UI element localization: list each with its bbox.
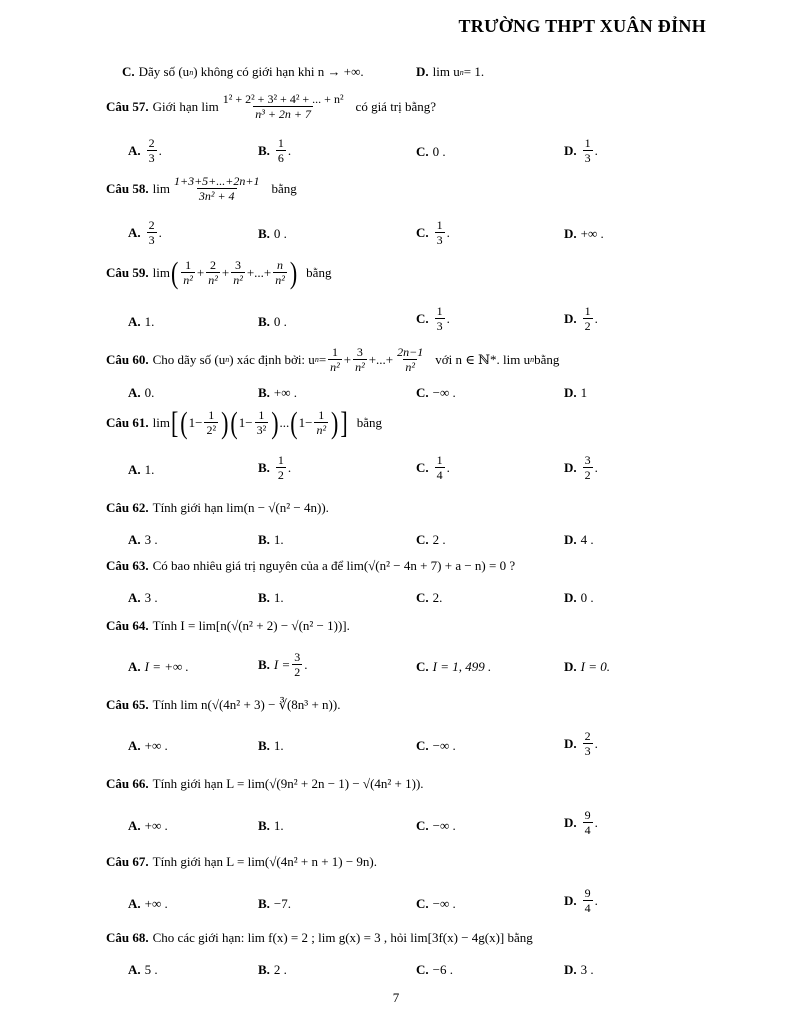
- q60-option-a: A. 0.: [128, 385, 155, 400]
- q63-option-b: B. 1.: [258, 590, 284, 605]
- q58-option-d: D. +∞ .: [564, 226, 604, 241]
- q61-option-b: B. $\frac{1}{2}$ .: [258, 453, 292, 482]
- q61-option-c: C. $\frac{1}{4}$ .: [416, 453, 450, 482]
- q62-option-d: D. 4 .: [564, 532, 594, 547]
- school-header: TRƯỜNG THPT XUÂN ĐỈNH: [458, 16, 706, 36]
- q65-option-b: B. 1.: [258, 738, 284, 753]
- q67-option-b: B. −7.: [258, 896, 292, 911]
- q57-option-b: B. $\frac{1}{6}$ .: [258, 136, 292, 165]
- q57-option-d: D. $\frac{1}{3}$ .: [564, 136, 598, 165]
- q62-option-a: A. 3 .: [128, 532, 158, 547]
- question-61: Câu 61. lim [ ( 1− $\frac{1}{\text{2²}}$ ) ( 1− $\frac{1}{\text{3²}}$ ) ... ( 1− $\frac{1}{\text{n²}}$ ) ] bằng: [106, 404, 382, 440]
- q67-option-c: C. −∞ .: [416, 896, 456, 911]
- question-58: Câu 58. lim $\frac{1+3+5+...+2n+1}{\text{3n² + 4}}$ bằng: [106, 174, 297, 203]
- q58-option-b: B. 0 .: [258, 226, 287, 241]
- q59-option-a: A. 1.: [128, 314, 155, 329]
- q59-option-c: C. $\frac{1}{3}$ .: [416, 304, 450, 333]
- q63-option-a: A. 3 .: [128, 590, 158, 605]
- q60-option-d: D. 1: [564, 385, 588, 400]
- question-60: Câu 60. Cho dãy số (u n ) xác định bởi: u n = $\frac{1}{\text{n²}}$ + $\frac{3}{\text{n²}}$ +...+ $\frac{2n-1}{\text{n²}}$ với n ∈ ℕ*. lim u n bằng: [106, 345, 560, 374]
- q66-option-a: A. +∞ .: [128, 818, 168, 833]
- q58-option-c: C. $\frac{1}{3}$ .: [416, 218, 450, 247]
- question-65: Câu 65. Tính lim n(√(4n² + 3) − ∛(8n³ + n)).: [106, 697, 341, 712]
- q61-option-d: D. $\frac{3}{2}$ .: [564, 453, 598, 482]
- question-67: Câu 67. Tính giới hạn L = lim(√(4n² + n + 1) − 9n).: [106, 854, 378, 869]
- q65-option-a: A. +∞ .: [128, 738, 168, 753]
- q64-option-c: C. I = 1, 499 .: [416, 659, 492, 674]
- q65-option-d: D. $\frac{2}{3}$ .: [564, 729, 598, 758]
- q57-option-a: A. $\frac{2}{3}$ .: [128, 136, 162, 165]
- question-66: Câu 66. Tính giới hạn L = lim(√(9n² + 2n − 1) − √(4n² + 1)).: [106, 776, 424, 791]
- q66-option-c: C. −∞ .: [416, 818, 456, 833]
- q66-option-b: B. 1.: [258, 818, 284, 833]
- q64-option-a: A. I = +∞ .: [128, 659, 189, 674]
- question-64: Câu 64. Tính I = lim[n(√(n² + 2) − √(n² − 1))].: [106, 618, 350, 633]
- q60-option-c: C. −∞ .: [416, 385, 456, 400]
- q57-option-c: C. 0 .: [416, 144, 446, 159]
- q63-option-d: D. 0 .: [564, 590, 594, 605]
- question-57: Câu 57. Giới hạn lim $\frac{\text{1² + 2² + 3² + 4² + ... + n²}}{\text{n³ + 2n + 7}}$ có giá trị bằng?: [106, 92, 437, 121]
- q68-option-c: C. −6 .: [416, 962, 453, 977]
- question-62: Câu 62. Tính giới hạn lim(n − √(n² − 4n)).: [106, 500, 329, 515]
- q59-option-d: D. $\frac{1}{2}$ .: [564, 304, 598, 333]
- q61-option-a: A. 1.: [128, 462, 155, 477]
- q68-option-a: A. 5 .: [128, 962, 158, 977]
- q59-option-b: B. 0 .: [258, 314, 287, 329]
- q58-option-a: A. $\frac{2}{3}$ .: [128, 218, 162, 247]
- q62-option-b: B. 1.: [258, 532, 284, 547]
- page-number: 7: [392, 990, 400, 1005]
- q60-option-b: B. +∞ .: [258, 385, 298, 400]
- question-68: Câu 68. Cho các giới hạn: lim f(x) = 2 ; lim g(x) = 3 , hỏi lim[3f(x) − 4g(x)] bằng: [106, 930, 533, 945]
- q63-option-c: C. 2.: [416, 590, 443, 605]
- q64-option-b: B. I = $\frac{3}{2}$ .: [258, 650, 308, 679]
- q62-option-c: C. 2 .: [416, 532, 446, 547]
- prev-option-c: C. Dãy số (u n ) không có giới hạn khi n → +∞.: [122, 64, 364, 79]
- q65-option-c: C. −∞ .: [416, 738, 456, 753]
- q67-option-d: D. $\frac{9}{4}$ .: [564, 886, 598, 915]
- question-59: Câu 59. lim ( $\frac{1}{\text{n²}}$ + $\frac{2}{\text{n²}}$ + $\frac{3}{\text{n²}}$ +...+ $\frac{n}{\text{n²}}$ ) bằng: [106, 254, 332, 290]
- q64-option-d: D. I = 0.: [564, 659, 610, 674]
- q66-option-d: D. $\frac{9}{4}$ .: [564, 808, 598, 837]
- q68-option-d: D. 3 .: [564, 962, 594, 977]
- q68-option-b: B. 2 .: [258, 962, 287, 977]
- question-63: Câu 63. Có bao nhiêu giá trị nguyên của a để lim(√(n² − 4n + 7) + a − n) = 0 ?: [106, 558, 516, 573]
- prev-option-d: D. lim u n = 1.: [416, 64, 485, 79]
- q67-option-a: A. +∞ .: [128, 896, 168, 911]
